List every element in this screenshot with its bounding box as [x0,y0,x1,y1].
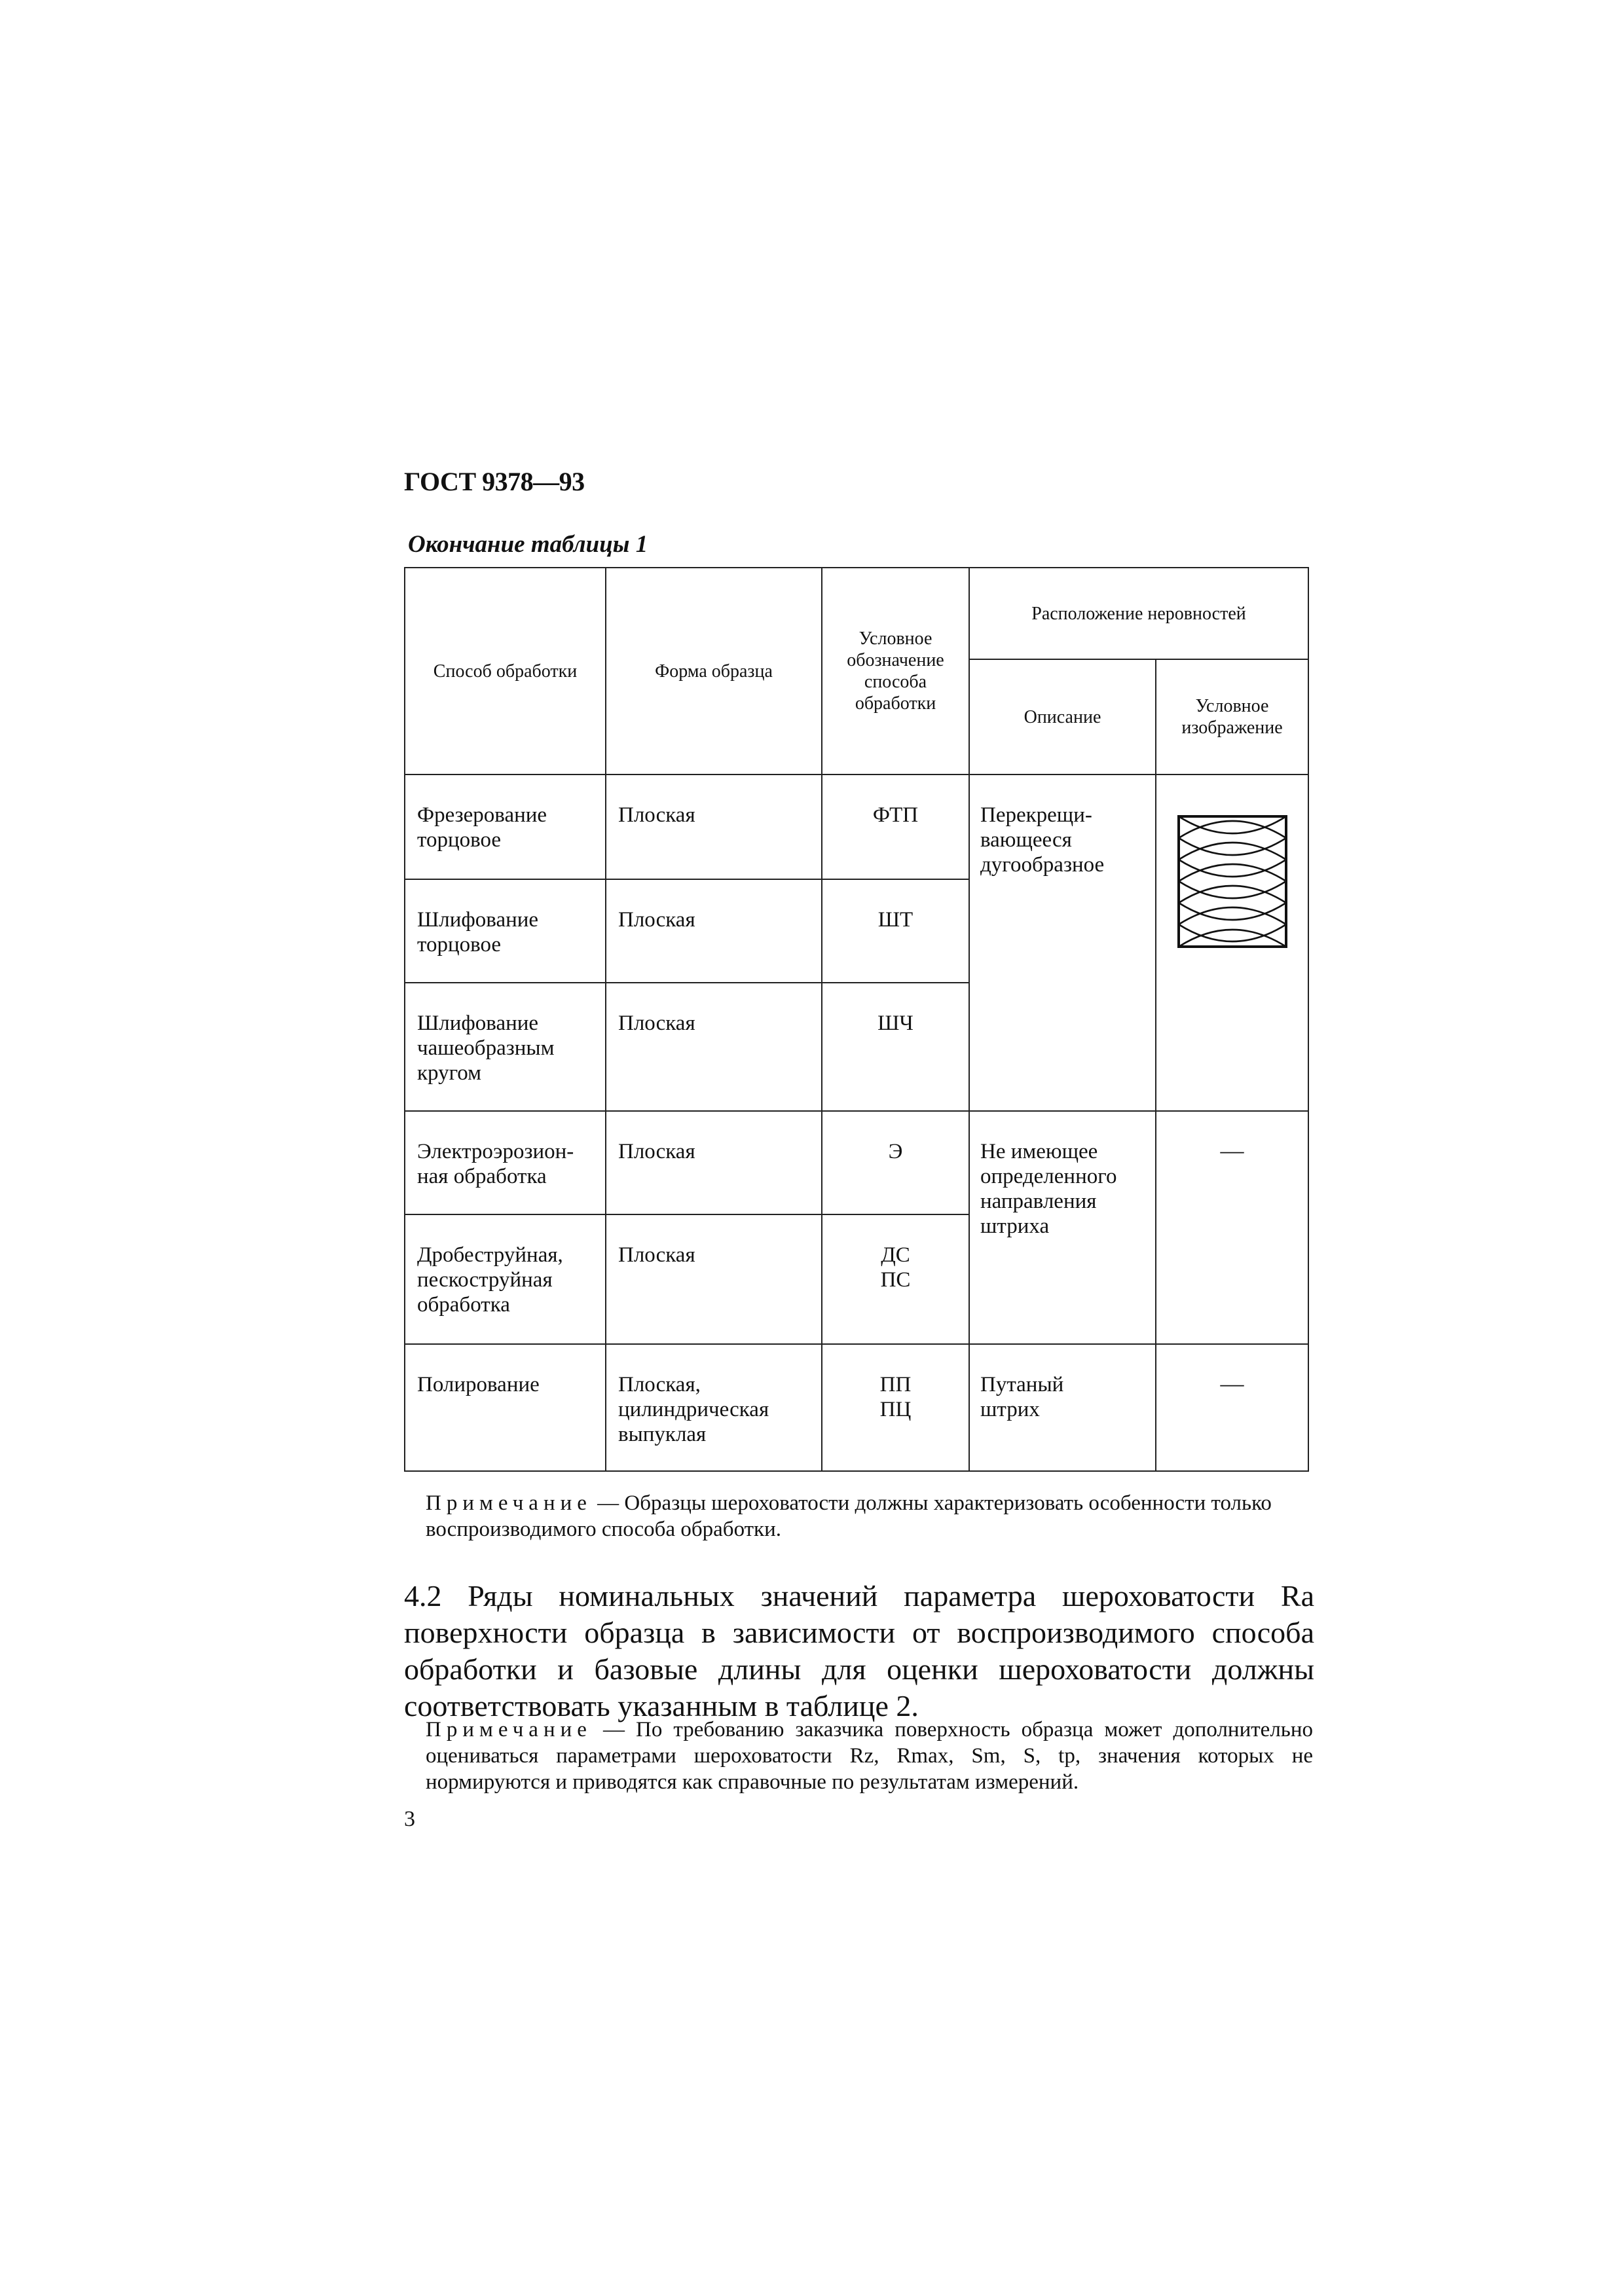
paragraph-4-2: 4.2 Ряды номинальных значений параметра шероховатости Ra поверхности образца в зависимости от воспроизводимого способа обработки и базовые длины для оценки шероховатости должны соответствовать указанным в таблице 2. [404,1579,1314,1722]
note-text: — По требованию заказчика поверхность образца может дополнительно оцениваться параметрами шероховатости Rz, Rmax, Sm, S, tp, значения которых не нормируются и приводятся как справочные по результатам измерений. [426,1718,1313,1794]
code-cell: ФТП [822,774,969,879]
image-cell [1156,774,1308,1111]
description-cell: Перекрещи- вающееся дугообразное [969,774,1156,1111]
image-cell-dash: — [1156,1344,1308,1471]
method-cell: Полирование [405,1344,606,1471]
code-cell: ШЧ [822,983,969,1111]
table-caption: Окончание таблицы 1 [408,531,648,558]
code-cell: Э [822,1111,969,1214]
method-cell: Электроэрозион- ная обработка [405,1111,606,1214]
page-number: 3 [404,1807,415,1831]
shape-cell: Плоская [606,983,822,1111]
code-cell: ДС ПС [822,1214,969,1344]
code-cell: ПП ПЦ [822,1344,969,1471]
header-layout: Расположение неровностей [969,568,1308,659]
shape-cell: Плоская [606,1214,822,1344]
description-cell: Не имеющее определенного направления штриха [969,1111,1156,1344]
header-shape: Форма образца [606,568,822,774]
image-cell-dash: — [1156,1111,1308,1344]
paragraph-note [426,1717,1313,1795]
table-row [405,1111,1308,1214]
method-cell: Шлифование чашеобразным кругом [405,983,606,1111]
table-row [405,1344,1308,1471]
shape-cell: Плоская [606,1111,822,1214]
note-text: — Образцы шероховатости должны характеризовать особенности только воспроизводимого способа обработки. [426,1491,1272,1541]
note-label: Примечание [426,1718,592,1741]
table-1-continuation [404,567,1309,1472]
table-note [426,1490,1310,1542]
code-cell: ШТ [822,879,969,983]
header-description: Описание [969,659,1156,774]
table-row [405,774,1308,879]
method-cell: Шлифование торцовое [405,879,606,983]
method-cell: Дробеструйная, пескоструйная обработка [405,1214,606,1344]
header-image: Условное изображение [1156,659,1308,774]
header-code: Условное обозначение способа обработки [822,568,969,774]
method-cell: Фрезерование торцовое [405,774,606,879]
shape-cell: Плоская [606,774,822,879]
header-method: Способ обработки [405,568,606,774]
description-cell: Путаный штрих [969,1344,1156,1471]
shape-cell: Плоская [606,879,822,983]
note-label: Примечание [426,1491,592,1515]
cross-arc-pattern-icon [1177,814,1288,949]
document-code: ГОСТ 9378—93 [404,467,585,496]
shape-cell: Плоская, цилиндрическая выпуклая [606,1344,822,1471]
